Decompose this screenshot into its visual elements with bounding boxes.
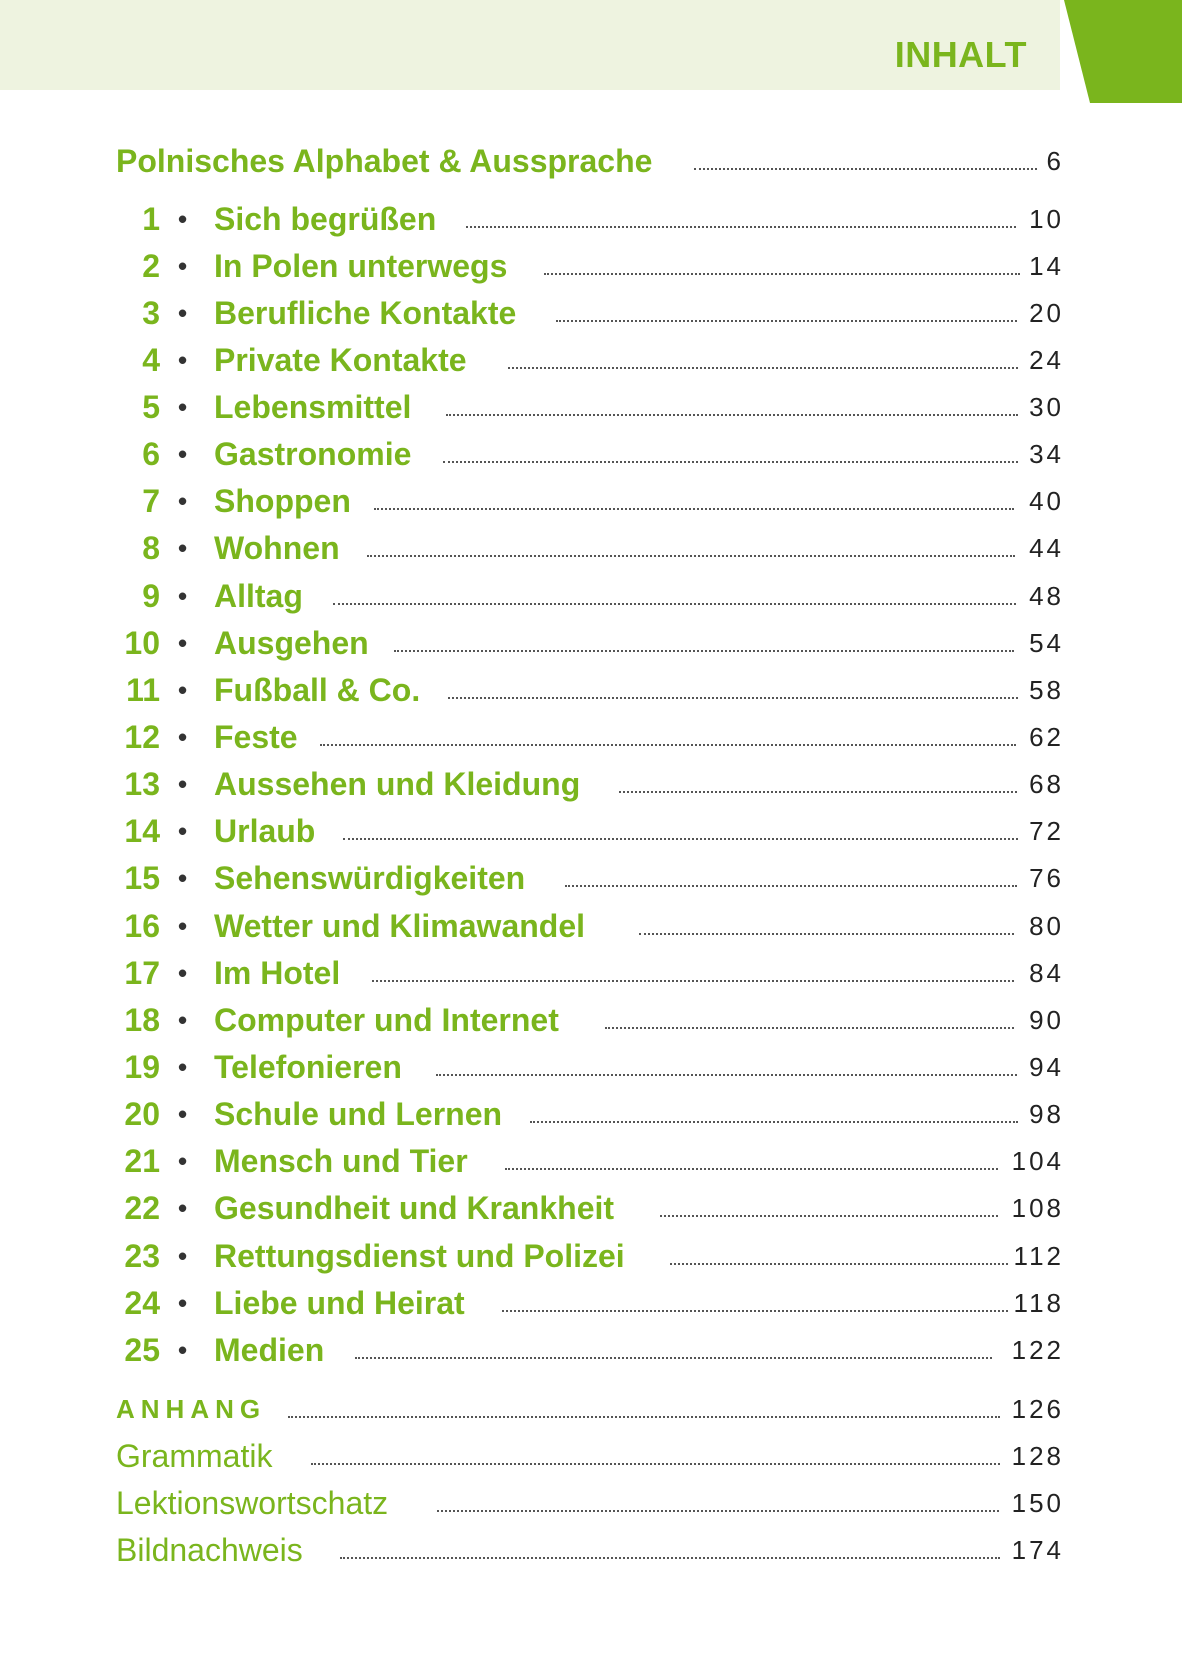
toc-entry-page: 34 bbox=[1029, 439, 1064, 469]
toc-entry-page: 108 bbox=[1011, 1193, 1064, 1223]
toc-entry[interactable] bbox=[0, 481, 1182, 521]
chapter-number: 23 bbox=[124, 1238, 160, 1274]
page-title: INHALT bbox=[894, 34, 1027, 75]
toc-entry-page: 20 bbox=[1029, 298, 1064, 328]
dot-leader bbox=[508, 367, 1018, 369]
dot-leader bbox=[694, 168, 1037, 170]
dot-leader bbox=[639, 933, 1014, 935]
toc-entry-title[interactable]: Sich begrüßen bbox=[214, 201, 437, 237]
toc-entry-page: 104 bbox=[1011, 1146, 1064, 1176]
dot-leader bbox=[660, 1215, 998, 1217]
chapter-number: 1 bbox=[142, 201, 160, 237]
bullet: • bbox=[178, 722, 188, 752]
toc-entry-title[interactable]: Aussehen und Kleidung bbox=[214, 766, 581, 802]
toc-entry-page: 94 bbox=[1029, 1052, 1064, 1082]
toc-entry[interactable] bbox=[0, 1236, 1182, 1276]
toc-entry[interactable] bbox=[0, 1330, 1182, 1370]
toc-entry-page: 150 bbox=[1011, 1488, 1064, 1518]
bullet: • bbox=[178, 911, 188, 941]
toc-entry-page: 118 bbox=[1013, 1288, 1064, 1318]
toc-entry[interactable] bbox=[0, 387, 1182, 427]
dot-leader bbox=[544, 273, 1020, 275]
chapter-number: 2 bbox=[142, 248, 160, 284]
dot-leader bbox=[367, 555, 1015, 557]
chapter-number: 22 bbox=[124, 1190, 160, 1226]
chapter-number: 18 bbox=[124, 1002, 160, 1038]
toc-entry[interactable] bbox=[0, 1436, 1182, 1476]
toc-entry-title[interactable]: Ausgehen bbox=[214, 625, 369, 661]
bullet: • bbox=[178, 392, 188, 422]
toc-entry[interactable] bbox=[0, 1188, 1182, 1228]
toc-entry[interactable] bbox=[0, 246, 1182, 286]
toc-entry[interactable] bbox=[0, 764, 1182, 804]
dot-leader bbox=[502, 1310, 1008, 1312]
dot-leader bbox=[320, 744, 1016, 746]
dot-leader bbox=[505, 1168, 998, 1170]
chapter-number: 7 bbox=[142, 483, 160, 519]
chapter-number: 5 bbox=[142, 389, 160, 425]
dot-leader bbox=[311, 1463, 1000, 1465]
toc-entry-title[interactable]: Lektionswortschatz bbox=[116, 1485, 389, 1521]
dot-leader bbox=[619, 791, 1017, 793]
toc-entry-title[interactable]: Lebensmittel bbox=[214, 389, 412, 425]
corner-tab bbox=[1064, 0, 1182, 103]
dot-leader bbox=[437, 1510, 999, 1512]
toc-entry-page: 6 bbox=[1046, 146, 1064, 176]
toc-entry[interactable] bbox=[0, 906, 1182, 946]
toc-entry-title[interactable]: Berufliche Kontakte bbox=[214, 295, 517, 331]
toc-entry[interactable] bbox=[0, 858, 1182, 898]
chapter-number: 17 bbox=[124, 955, 160, 991]
toc-entry-title[interactable]: Polnisches Alphabet & Aussprache bbox=[116, 143, 653, 179]
toc-entry-page: 40 bbox=[1029, 486, 1064, 516]
bullet: • bbox=[178, 1241, 188, 1271]
toc-entry-title[interactable]: Private Kontakte bbox=[214, 342, 467, 378]
chapter-number: 4 bbox=[142, 342, 160, 378]
toc-entry[interactable] bbox=[0, 340, 1182, 380]
toc-entry-page: 126 bbox=[1011, 1394, 1064, 1424]
toc-entry-page: 58 bbox=[1029, 675, 1064, 705]
chapter-number: 15 bbox=[124, 860, 160, 896]
bullet: • bbox=[178, 204, 188, 234]
chapter-number: 25 bbox=[124, 1332, 160, 1368]
dot-leader bbox=[530, 1121, 1018, 1123]
bullet: • bbox=[178, 863, 188, 893]
chapter-number: 13 bbox=[124, 766, 160, 802]
dot-leader bbox=[448, 697, 1018, 699]
chapter-number: 14 bbox=[124, 813, 160, 849]
toc-entry-title[interactable]: Gastronomie bbox=[214, 436, 412, 472]
dot-leader bbox=[333, 603, 1016, 605]
toc-entry[interactable] bbox=[0, 199, 1182, 239]
dot-leader bbox=[565, 885, 1017, 887]
chapter-number: 21 bbox=[124, 1143, 160, 1179]
bullet: • bbox=[178, 675, 188, 705]
toc-entry-title[interactable]: Schule und Lernen bbox=[214, 1096, 503, 1132]
dot-leader bbox=[372, 980, 1014, 982]
chapter-number: 16 bbox=[124, 908, 160, 944]
toc-entry-page: 30 bbox=[1029, 392, 1064, 422]
bullet: • bbox=[178, 298, 188, 328]
toc-entry-title[interactable]: Fußball & Co. bbox=[214, 672, 421, 708]
toc-entry-page: 24 bbox=[1029, 345, 1064, 375]
dot-leader bbox=[466, 226, 1016, 228]
toc-entry-title[interactable]: Grammatik bbox=[116, 1438, 273, 1474]
toc-entry-appendix[interactable] bbox=[0, 1389, 1182, 1429]
toc-entry-page: 112 bbox=[1013, 1241, 1064, 1271]
chapter-number: 20 bbox=[124, 1096, 160, 1132]
toc-entry-page: 44 bbox=[1029, 533, 1064, 563]
bullet: • bbox=[178, 958, 188, 988]
toc-entry[interactable] bbox=[0, 1141, 1182, 1181]
dot-leader bbox=[340, 1557, 1000, 1559]
dot-leader bbox=[394, 650, 1014, 652]
toc-entry-intro[interactable] bbox=[0, 141, 1182, 181]
toc-entry[interactable] bbox=[0, 623, 1182, 663]
bullet: • bbox=[178, 1335, 188, 1365]
toc-entry-page: 128 bbox=[1011, 1441, 1064, 1471]
bullet: • bbox=[178, 439, 188, 469]
toc-entry-title[interactable]: Mensch und Tier bbox=[214, 1143, 468, 1179]
dot-leader bbox=[288, 1416, 1000, 1418]
toc-entry-title[interactable]: Im Hotel bbox=[214, 955, 341, 991]
toc-entry-title[interactable]: Wohnen bbox=[214, 530, 340, 566]
toc-entry-page: 90 bbox=[1029, 1005, 1064, 1035]
bullet: • bbox=[178, 581, 188, 611]
toc-entry-page: 48 bbox=[1029, 581, 1064, 611]
toc-entry-title[interactable]: Liebe und Heirat bbox=[214, 1285, 465, 1321]
toc-entry[interactable] bbox=[0, 953, 1182, 993]
toc-entry-page: 54 bbox=[1029, 628, 1064, 658]
chapter-number: 11 bbox=[126, 672, 160, 708]
dot-leader bbox=[374, 508, 1014, 510]
bullet: • bbox=[178, 1099, 188, 1129]
toc-entry-title[interactable]: Gesundheit und Krankheit bbox=[214, 1190, 615, 1226]
toc-entry-page: 76 bbox=[1029, 863, 1064, 893]
toc-entry-title[interactable]: Computer und Internet bbox=[214, 1002, 559, 1038]
toc-entry-title[interactable]: Urlaub bbox=[214, 813, 316, 849]
toc-entry-page: 62 bbox=[1029, 722, 1064, 752]
bullet: • bbox=[178, 816, 188, 846]
bullet: • bbox=[178, 251, 188, 281]
chapter-number: 24 bbox=[124, 1285, 160, 1321]
dot-leader bbox=[355, 1357, 992, 1359]
chapter-number: 12 bbox=[124, 719, 160, 755]
toc-entry-title[interactable]: Medien bbox=[214, 1332, 325, 1368]
toc-entry-page: 72 bbox=[1029, 816, 1064, 846]
chapter-number: 6 bbox=[142, 436, 160, 472]
dot-leader bbox=[446, 414, 1018, 416]
toc-entry-page: 14 bbox=[1029, 251, 1064, 281]
toc-entry[interactable] bbox=[0, 1047, 1182, 1087]
toc-entry[interactable] bbox=[0, 528, 1182, 568]
toc-entry-title[interactable]: Telefonieren bbox=[214, 1049, 402, 1085]
toc-entry[interactable] bbox=[0, 1483, 1182, 1523]
toc-entry-title[interactable]: Shoppen bbox=[214, 483, 351, 519]
toc-entry-page: 84 bbox=[1029, 958, 1064, 988]
toc-entry-page: 68 bbox=[1029, 769, 1064, 799]
bullet: • bbox=[178, 533, 188, 563]
toc-entry-title[interactable]: Alltag bbox=[214, 578, 303, 614]
toc-entry-title[interactable]: Rettungsdienst und Polizei bbox=[214, 1238, 625, 1274]
toc-entry-page: 174 bbox=[1011, 1535, 1064, 1565]
bullet: • bbox=[178, 486, 188, 516]
toc-entry[interactable] bbox=[0, 717, 1182, 757]
toc-entry-page: 10 bbox=[1029, 204, 1064, 234]
toc-entry[interactable] bbox=[0, 1000, 1182, 1040]
toc-entry-page: 80 bbox=[1029, 911, 1064, 941]
bullet: • bbox=[178, 1146, 188, 1176]
chapter-number: 8 bbox=[142, 530, 160, 566]
dot-leader bbox=[436, 1074, 1017, 1076]
toc-entry-page: 98 bbox=[1029, 1099, 1064, 1129]
toc-entry[interactable] bbox=[0, 293, 1182, 333]
bullet: • bbox=[178, 628, 188, 658]
dot-leader bbox=[343, 838, 1018, 840]
chapter-number: 3 bbox=[142, 295, 160, 331]
appendix-heading[interactable]: ANHANG bbox=[116, 1394, 267, 1424]
chapter-number: 10 bbox=[124, 625, 160, 661]
bullet: • bbox=[178, 1005, 188, 1035]
toc-entry[interactable] bbox=[0, 1094, 1182, 1134]
bullet: • bbox=[178, 1052, 188, 1082]
bullet: • bbox=[178, 1288, 188, 1318]
bullet: • bbox=[178, 345, 188, 375]
toc-entry-title[interactable]: Feste bbox=[214, 719, 298, 755]
bullet: • bbox=[178, 1193, 188, 1223]
dot-leader bbox=[605, 1027, 1014, 1029]
toc-entry-page: 122 bbox=[1011, 1335, 1064, 1365]
toc-entry-title[interactable]: Sehenswürdigkeiten bbox=[214, 860, 526, 896]
toc-entry[interactable] bbox=[0, 1530, 1182, 1570]
toc-entry-title[interactable]: Bildnachweis bbox=[116, 1532, 303, 1568]
toc-entry[interactable] bbox=[0, 670, 1182, 710]
dot-leader bbox=[670, 1263, 1008, 1265]
dot-leader bbox=[443, 461, 1018, 463]
toc-entry-title[interactable]: Wetter und Klimawandel bbox=[214, 908, 586, 944]
toc-entry[interactable] bbox=[0, 576, 1182, 616]
dot-leader bbox=[556, 320, 1017, 322]
chapter-number: 19 bbox=[124, 1049, 160, 1085]
toc-entry[interactable] bbox=[0, 434, 1182, 474]
toc-entry[interactable] bbox=[0, 1283, 1182, 1323]
toc-entry[interactable] bbox=[0, 811, 1182, 851]
toc-entry-title[interactable]: In Polen unterwegs bbox=[214, 248, 508, 284]
bullet: • bbox=[178, 769, 188, 799]
chapter-number: 9 bbox=[142, 578, 160, 614]
